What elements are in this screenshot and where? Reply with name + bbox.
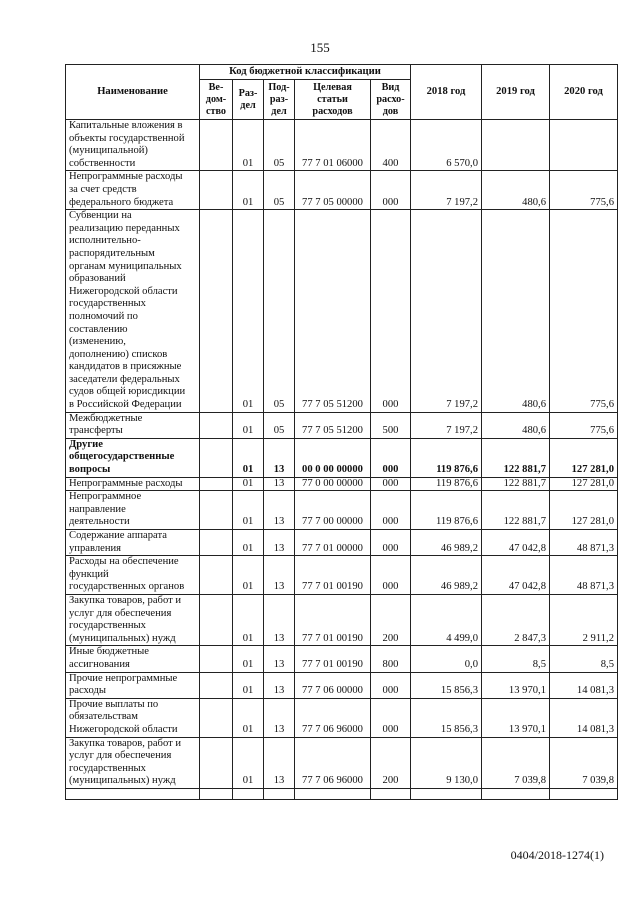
cell-target: 77 7 05 51200 <box>295 412 371 438</box>
cell-2018: 9 130,0 <box>411 737 482 788</box>
cell-vedomstvo <box>200 646 233 672</box>
header-2020: 2020 год <box>550 65 618 120</box>
cell-podrazdel: 05 <box>264 412 295 438</box>
cell-vid: 200 <box>371 594 411 645</box>
cell-podrazdel: 13 <box>264 438 295 477</box>
cell-name: Субвенции на реализацию переданных исполнительно- распорядительным органам муниципальных образований Нижегородской области государственных полномочий по составлению (изменению, дополнению) списков кандидатов в присяжные заседатели федеральных судов общей юрисдикции в Российской Федерации <box>66 210 200 413</box>
cell-name: Расходы на обеспечение функций государственных органов <box>66 556 200 595</box>
cell-name: Другие общегосударственные вопросы <box>66 438 200 477</box>
cell-2020: 7 039,8 <box>550 737 618 788</box>
cell-vid: 800 <box>371 646 411 672</box>
empty-cell <box>264 788 295 799</box>
cell-podrazdel: 05 <box>264 171 295 210</box>
cell-podrazdel: 13 <box>264 672 295 698</box>
cell-2019: 122 881,7 <box>482 477 550 491</box>
cell-2020: 127 281,0 <box>550 491 618 530</box>
cell-podrazdel: 13 <box>264 646 295 672</box>
table-row <box>66 530 618 556</box>
cell-razdel: 01 <box>233 210 264 413</box>
empty-cell <box>411 788 482 799</box>
header-podrazdel: Под- раз- дел <box>264 80 295 120</box>
header-2019: 2019 год <box>482 65 550 120</box>
cell-podrazdel: 13 <box>264 491 295 530</box>
cell-2019: 2 847,3 <box>482 594 550 645</box>
cell-podrazdel: 05 <box>264 120 295 171</box>
header-vid: Вид расхо- дов <box>371 80 411 120</box>
cell-vid: 000 <box>371 530 411 556</box>
table-row <box>66 412 618 438</box>
cell-razdel: 01 <box>233 120 264 171</box>
table-row <box>66 672 618 698</box>
cell-vedomstvo <box>200 491 233 530</box>
cell-vid: 400 <box>371 120 411 171</box>
empty-row <box>66 788 618 799</box>
cell-vedomstvo <box>200 698 233 737</box>
cell-razdel: 01 <box>233 672 264 698</box>
cell-name: Содержание аппарата управления <box>66 530 200 556</box>
cell-2019: 480,6 <box>482 171 550 210</box>
empty-cell <box>371 788 411 799</box>
cell-vid: 500 <box>371 412 411 438</box>
cell-name: Прочие непрограммные расходы <box>66 672 200 698</box>
cell-podrazdel: 13 <box>264 530 295 556</box>
cell-2018: 119 876,6 <box>411 477 482 491</box>
table-row <box>66 594 618 645</box>
cell-2018: 119 876,6 <box>411 491 482 530</box>
cell-vedomstvo <box>200 171 233 210</box>
cell-target: 77 7 01 00000 <box>295 530 371 556</box>
cell-2018: 46 989,2 <box>411 530 482 556</box>
cell-vid: 000 <box>371 556 411 595</box>
empty-cell <box>550 788 618 799</box>
cell-vid: 000 <box>371 491 411 530</box>
cell-name: Непрограммное направление деятельности <box>66 491 200 530</box>
cell-vid: 000 <box>371 171 411 210</box>
cell-name: Прочие выплаты по обязательствам Нижегородской области <box>66 698 200 737</box>
cell-2019: 47 042,8 <box>482 556 550 595</box>
cell-vid: 000 <box>371 698 411 737</box>
cell-2019: 47 042,8 <box>482 530 550 556</box>
cell-razdel: 01 <box>233 171 264 210</box>
cell-2019 <box>482 120 550 171</box>
cell-target: 77 7 05 00000 <box>295 171 371 210</box>
cell-2020: 775,6 <box>550 171 618 210</box>
empty-cell <box>482 788 550 799</box>
header-vedomstvo: Ве- дом- ство <box>200 80 233 120</box>
cell-podrazdel: 13 <box>264 737 295 788</box>
cell-vid: 000 <box>371 438 411 477</box>
cell-razdel: 01 <box>233 412 264 438</box>
cell-name: Непрограммные расходы за счет средств федерального бюджета <box>66 171 200 210</box>
cell-vedomstvo <box>200 530 233 556</box>
cell-razdel: 01 <box>233 491 264 530</box>
cell-podrazdel: 05 <box>264 210 295 413</box>
cell-2019: 480,6 <box>482 210 550 413</box>
cell-2018: 46 989,2 <box>411 556 482 595</box>
table-row <box>66 698 618 737</box>
cell-razdel: 01 <box>233 646 264 672</box>
cell-target: 77 7 06 96000 <box>295 698 371 737</box>
cell-2019: 7 039,8 <box>482 737 550 788</box>
cell-2020: 48 871,3 <box>550 556 618 595</box>
cell-target: 77 7 00 00000 <box>295 491 371 530</box>
cell-vedomstvo <box>200 477 233 491</box>
cell-2018: 7 197,2 <box>411 171 482 210</box>
cell-vid: 000 <box>371 672 411 698</box>
empty-cell <box>66 788 200 799</box>
cell-podrazdel: 13 <box>264 477 295 491</box>
cell-2020: 14 081,3 <box>550 672 618 698</box>
cell-2019: 13 970,1 <box>482 672 550 698</box>
cell-2018: 15 856,3 <box>411 672 482 698</box>
table-row <box>66 491 618 530</box>
cell-razdel: 01 <box>233 594 264 645</box>
cell-podrazdel: 13 <box>264 594 295 645</box>
table-header <box>66 65 618 120</box>
cell-target: 00 0 00 00000 <box>295 438 371 477</box>
cell-vedomstvo <box>200 594 233 645</box>
cell-target: 77 7 01 06000 <box>295 120 371 171</box>
cell-razdel: 01 <box>233 698 264 737</box>
table-row <box>66 171 618 210</box>
cell-2020: 775,6 <box>550 412 618 438</box>
cell-2020: 127 281,0 <box>550 438 618 477</box>
cell-vid: 000 <box>371 477 411 491</box>
cell-name: Закупка товаров, работ и услуг для обеспечения государственных (муниципальных) нужд <box>66 594 200 645</box>
cell-vedomstvo <box>200 412 233 438</box>
empty-cell <box>295 788 371 799</box>
table-row <box>66 477 618 491</box>
cell-2020: 14 081,3 <box>550 698 618 737</box>
table-row <box>66 646 618 672</box>
empty-cell <box>200 788 233 799</box>
cell-name: Иные бюджетные ассигнования <box>66 646 200 672</box>
cell-vedomstvo <box>200 210 233 413</box>
cell-2019: 122 881,7 <box>482 438 550 477</box>
cell-vedomstvo <box>200 672 233 698</box>
cell-vedomstvo <box>200 120 233 171</box>
table-body <box>66 120 618 800</box>
cell-razdel: 01 <box>233 477 264 491</box>
cell-2018: 6 570,0 <box>411 120 482 171</box>
cell-2020: 48 871,3 <box>550 530 618 556</box>
cell-target: 77 7 05 51200 <box>295 210 371 413</box>
cell-podrazdel: 13 <box>264 698 295 737</box>
cell-vid: 000 <box>371 210 411 413</box>
budget-table <box>65 64 618 800</box>
cell-target: 77 7 01 00190 <box>295 594 371 645</box>
cell-podrazdel: 13 <box>264 556 295 595</box>
cell-name: Непрограммные расходы <box>66 477 200 491</box>
cell-2018: 15 856,3 <box>411 698 482 737</box>
header-name: Наименование <box>66 65 200 120</box>
header-razdel: Раз- дел <box>233 80 264 120</box>
table-row <box>66 120 618 171</box>
cell-2020: 2 911,2 <box>550 594 618 645</box>
cell-2020: 775,6 <box>550 210 618 413</box>
cell-razdel: 01 <box>233 556 264 595</box>
cell-name: Капитальные вложения в объекты государственной (муниципальной) собственности <box>66 120 200 171</box>
page-number: 155 <box>310 40 330 55</box>
cell-2018: 119 876,6 <box>411 438 482 477</box>
cell-2019: 8,5 <box>482 646 550 672</box>
cell-name: Межбюджетные трансферты <box>66 412 200 438</box>
cell-vedomstvo <box>200 438 233 477</box>
cell-target: 77 7 06 00000 <box>295 672 371 698</box>
cell-2020 <box>550 120 618 171</box>
table-row <box>66 556 618 595</box>
cell-2019: 13 970,1 <box>482 698 550 737</box>
table-row <box>66 210 618 413</box>
cell-razdel: 01 <box>233 438 264 477</box>
cell-2018: 7 197,2 <box>411 210 482 413</box>
document-code: 0404/2018-1274(1) <box>510 848 604 862</box>
cell-target: 77 7 01 00190 <box>295 646 371 672</box>
cell-razdel: 01 <box>233 737 264 788</box>
cell-2019: 122 881,7 <box>482 491 550 530</box>
cell-vedomstvo <box>200 556 233 595</box>
empty-cell <box>233 788 264 799</box>
cell-2018: 0,0 <box>411 646 482 672</box>
cell-name: Закупка товаров, работ и услуг для обеспечения государственных (муниципальных) нужд <box>66 737 200 788</box>
cell-2018: 7 197,2 <box>411 412 482 438</box>
table-row <box>66 438 618 477</box>
header-code-group: Код бюджетной классификации <box>200 65 411 80</box>
cell-vid: 200 <box>371 737 411 788</box>
cell-razdel: 01 <box>233 530 264 556</box>
table-row <box>66 737 618 788</box>
cell-vedomstvo <box>200 737 233 788</box>
cell-2020: 8,5 <box>550 646 618 672</box>
header-2018: 2018 год <box>411 65 482 120</box>
cell-target: 77 7 06 96000 <box>295 737 371 788</box>
cell-target: 77 7 01 00190 <box>295 556 371 595</box>
cell-2020: 127 281,0 <box>550 477 618 491</box>
cell-2018: 4 499,0 <box>411 594 482 645</box>
header-target: Целевая статьи расходов <box>295 80 371 120</box>
cell-target: 77 0 00 00000 <box>295 477 371 491</box>
cell-2019: 480,6 <box>482 412 550 438</box>
